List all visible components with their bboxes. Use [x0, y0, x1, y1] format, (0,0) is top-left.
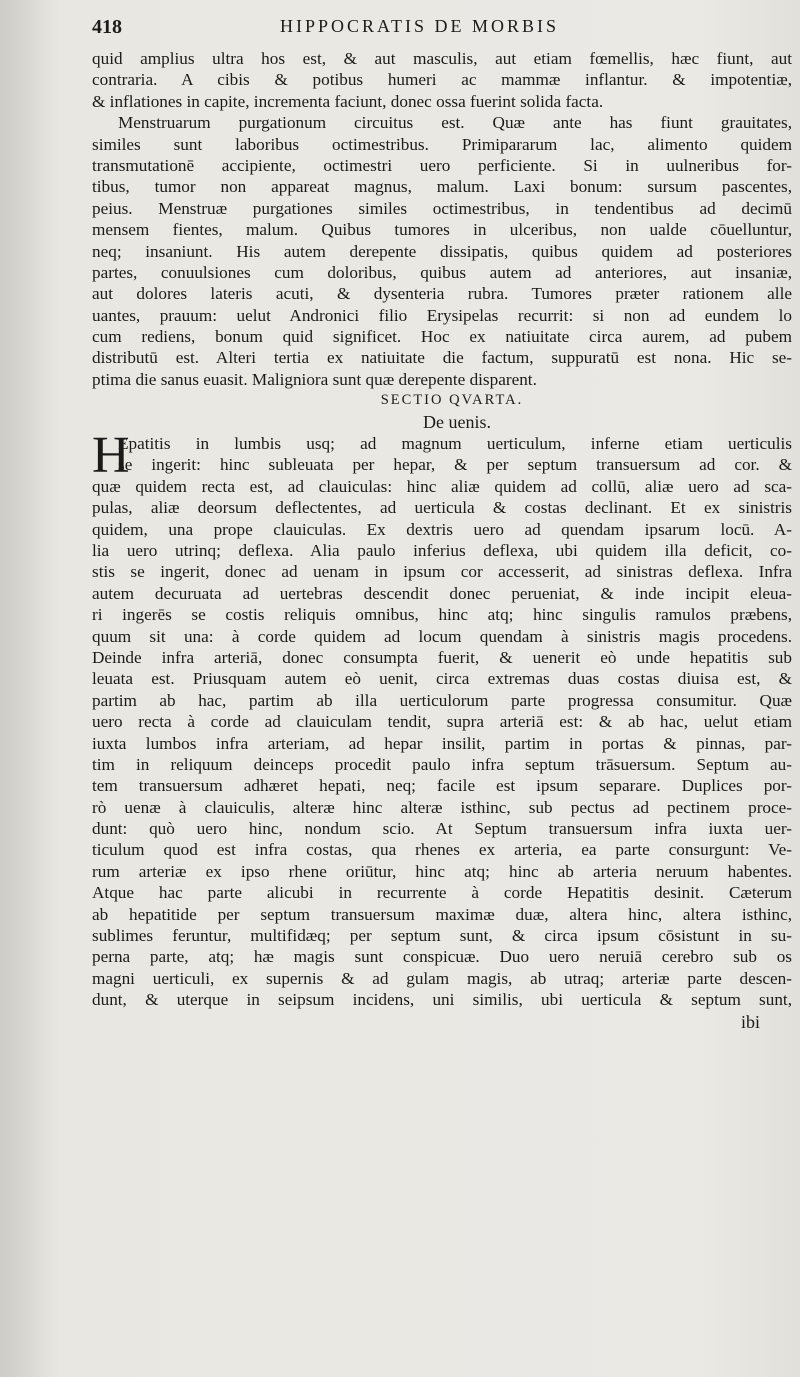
text-line: ab hepatitide per septum transuersum maximæ duæ, altera hinc, altera isthinc,: [92, 904, 792, 924]
text-line: dunt: quò uero hinc, nondum scio. At Septum transuersum infra iuxta uer-: [92, 819, 792, 839]
section-title: SECTIO QVARTA.: [380, 392, 524, 409]
text-line: transmutationē accipiente, octimestri uero perficiente. Si in uulneribus for-: [92, 155, 792, 175]
gutter-shadow: [0, 0, 60, 1377]
text-line: uantes, prauum: uelut Andronici filio Erysipelas recurrit: si non ad eundem lo: [92, 305, 792, 325]
text-line: & inflationes in capite, incrementa faciunt, donec ossa fuerint solida facta.: [92, 91, 604, 111]
text-line: distributū est. Alteri tertia ex natiuitate die factum, suppuratū est nona. Hic se-: [92, 348, 792, 368]
text-line: Deinde infra arteriā, donec consumpta fuerit, & uenerit eò unde hepatitis sub: [92, 647, 792, 667]
text-line: rum arteriæ ex ipso rhene oriūtur, hinc atq; hinc ab arteria neruum habentes.: [92, 861, 792, 881]
text-line: aut dolores lateris acuti, & dysenteria rubra. Tumores præter rationem alle: [92, 284, 792, 304]
text-line: tem transuersum adhæret hepati, neq; facile est ipsum separare. Duplices por-: [92, 776, 792, 796]
text-line: neq; insaniunt. His autem derepente dissipatis, quibus quidem ad posteriores: [92, 241, 792, 261]
paragraph-de-uenis: [92, 427, 792, 1011]
text-line: dunt, & uterque in seipsum incidens, uni similis, ubi uerticula & septum sunt,: [92, 990, 792, 1010]
text-line: magni uerticuli, ex supernis & ad gulam magis, ab utraq; arteriæ parte descen-: [92, 968, 792, 988]
text-line: pulas, aliæ deorsum deflectentes, ad uerticula & costas declinant. Et ex sinistris: [92, 498, 792, 518]
text-line: stis se ingerit, donec ad uenam in ipsum cor accesserit, ad sinistras deflexa. Infra: [92, 562, 792, 582]
text-line: mensem fientes, malum. Quibus tumores in ulceribus, non ualde cōuelluntur,: [92, 220, 792, 240]
text-line: uero recta à corde ad clauiculam tendit, supra arteriā est: & ab hac, uelut etiam: [92, 712, 792, 732]
page-header: [92, 14, 792, 48]
text-line: Atque hac parte alicubi in recurrente à corde Hepatitis desinit. Cæterum: [92, 883, 792, 903]
text-line: partim ab hac, partim ab illa uerticulorum parte progressa consumitur. Quæ: [92, 690, 792, 710]
text-line: lia uero utrinq; deflexa. Alia paulo inferius deflexa, ubi quidem illa deficit, co-: [92, 540, 792, 560]
folio-number: 418: [92, 16, 122, 38]
text-line: quæ quidem recta est, ad clauiculas: hinc aliæ quidem ad collū, aliæ uero ad sca-: [92, 476, 792, 496]
text-block: [92, 48, 792, 1033]
text-line: se ingerit: hinc subleuata per hepar, & per septum transuersum ad cor. &: [118, 455, 792, 475]
text-line: rò uenæ à clauiculis, alteræ hinc alteræ isthinc, sub pectus ad pectinem proce-: [92, 797, 792, 817]
section-subtitle: De uenis.: [423, 411, 491, 432]
text-line: Menstruarum purgationum circuitus est. Quæ ante has fiunt grauitates,: [118, 113, 792, 133]
text-line: cum rediens, bonum quid significet. Hoc ex natiuitate circa aurem, ad pubem: [92, 327, 792, 347]
text-line: quid amplius ultra hos est, & aut masculis, aut etiam fœmellis, hæc fiunt, aut: [92, 49, 792, 68]
text-line: tibus, tumor non appareat magnus, malum. Laxi bonum: sursum pascentes,: [92, 177, 792, 197]
text-line: ptima die sanus euasit. Maligniora sunt quæ derepente disparent.: [92, 369, 537, 389]
text-line: perna parte, atq; hæ magis sunt conspicuæ. Duo uero neruiā cerebro sub os: [92, 947, 792, 967]
text-line: partes, conuulsiones cum doloribus, quibus autem ad anteriores, aut insaniæ,: [92, 262, 792, 282]
text-line: quidem, una prope clauiculas. Ex dextris uero ad quendam ipsarum locū. A-: [92, 519, 792, 539]
text-line: tim in reliquum deinceps procedit paulo infra septum trāsuersum. Septum au-: [92, 754, 792, 774]
text-line: sublimes feruntur, multifidæq; per septum sunt, & circa ipsum cōsistunt in su-: [92, 926, 792, 946]
text-line: leuata est. Priusquam autem eò uenit, circa extremas duas costas diuisa est, &: [92, 669, 792, 689]
text-line: iuxta lumbos infra arteriam, ad hepar insilit, partim in portas & pinnas, par-: [92, 733, 792, 753]
catchword: ibi: [740, 1011, 760, 1032]
text-line: similes sunt laboribus octimestribus. Primipararum lac, alimento quidem: [92, 134, 792, 154]
text-line: peius. Menstruæ purgationes similes octimestribus, in tendentibus ad decimū: [92, 198, 792, 218]
text-line: quum sit una: à corde quidem ad locum quendam à sinistris magis procedens.: [92, 626, 792, 646]
text-line: ri ingerēs se costis reliquis omnibus, hinc atq; hinc singulis ramulos præbens,: [92, 605, 792, 625]
running-head: HIPPOCRATIS DE MORBIS: [280, 16, 560, 36]
drop-cap-initial: H: [92, 427, 130, 485]
text-line: Epatitis in lumbis usq; ad magnum uerticulum, inferne etiam uerticulis: [118, 434, 792, 454]
text-line: ticulum quod est infra costas, qua rhenes ex arteria, ea parte consurgunt: Ve-: [92, 840, 792, 860]
text-line: contraria. A cibis & potibus humeri ac mammæ inflantur. & impotentiæ,: [92, 70, 792, 90]
paragraph-aphorisms: [92, 48, 792, 390]
text-line: autem decuruata ad uertebras descendit donec perueniat, & inde incipit eleua-: [92, 583, 792, 603]
